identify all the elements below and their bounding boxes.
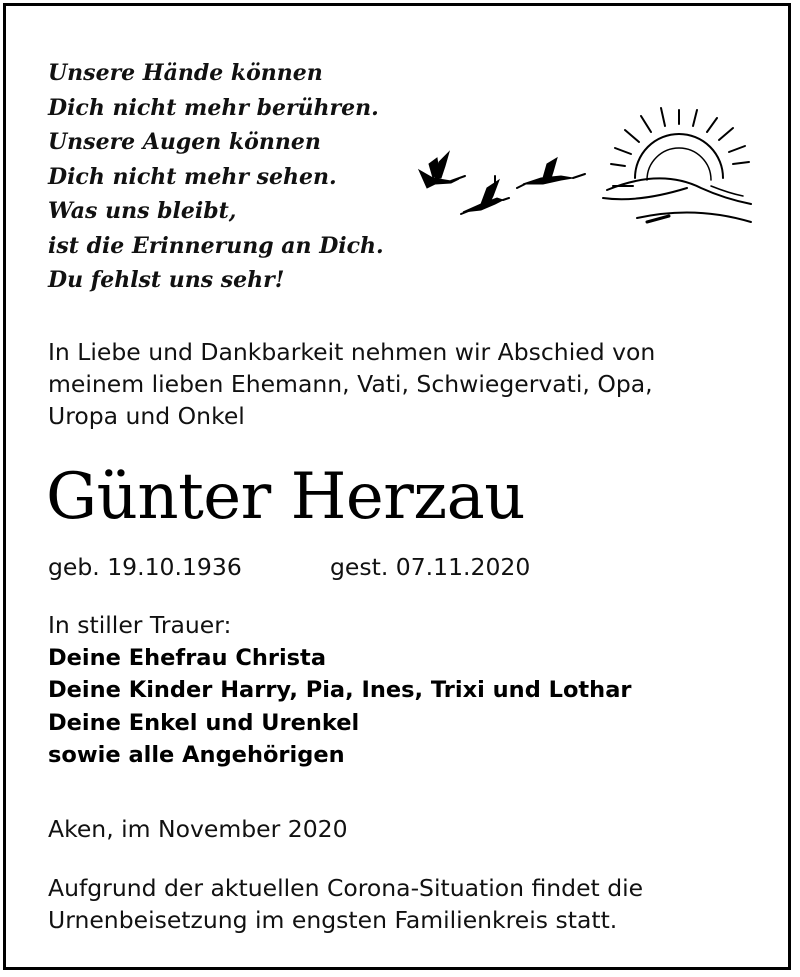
mourners-block [48, 609, 631, 772]
mourner-line: Deine Enkel und Urenkel [48, 709, 360, 736]
crane-icon [419, 152, 465, 188]
cranes-sunset-illustration [411, 106, 756, 231]
poem-line: Dich nicht mehr berühren. [48, 94, 379, 121]
poem-line: Dich nicht mehr sehen. [48, 163, 337, 190]
obituary-frame [3, 3, 791, 970]
crane-icon [495, 158, 585, 188]
note-line: Aufgrund der aktuellen Corona-Situation findet die [48, 874, 644, 902]
place-date: Aken, im November 2020 [48, 815, 348, 843]
poem-line: Was uns bleibt, [48, 198, 237, 224]
birth-date: geb. 19.10.1936 [48, 553, 242, 581]
deceased-name: Günter Herzau [46, 460, 525, 534]
intro-line: meinem lieben Ehemann, Vati, Schwiegervati, Opa, [48, 370, 653, 398]
mourner-line: Deine Kinder Harry, Pia, Ines, Trixi und Lothar [48, 677, 632, 703]
mourner-line: sowie alle Angehörigen [48, 742, 345, 768]
poem-line: Unsere Hände können [48, 60, 323, 86]
poem-line: Unsere Augen können [48, 129, 321, 155]
poem-line: ist die Erinnerung an Dich. [48, 232, 384, 259]
death-date: gest. 07.11.2020 [330, 553, 531, 581]
funeral-note [48, 872, 643, 936]
note-line: Urnenbeisetzung im engsten Familienkreis statt. [48, 906, 618, 934]
sun-icon [611, 108, 749, 180]
poem-line: Du fehlst uns sehr! [48, 267, 285, 293]
hills-icon [603, 178, 751, 222]
intro-line: Uropa und Onkel [48, 402, 245, 430]
intro-text [48, 336, 748, 432]
life-dates [48, 551, 531, 583]
intro-line: In Liebe und Dankbarkeit nehmen wir Abschied von [48, 338, 656, 366]
mourning-heading: In stiller Trauer: [48, 611, 232, 639]
crane-icon [461, 180, 509, 214]
mourner-line: Deine Ehefrau Christa [48, 644, 326, 671]
poem [48, 56, 384, 298]
